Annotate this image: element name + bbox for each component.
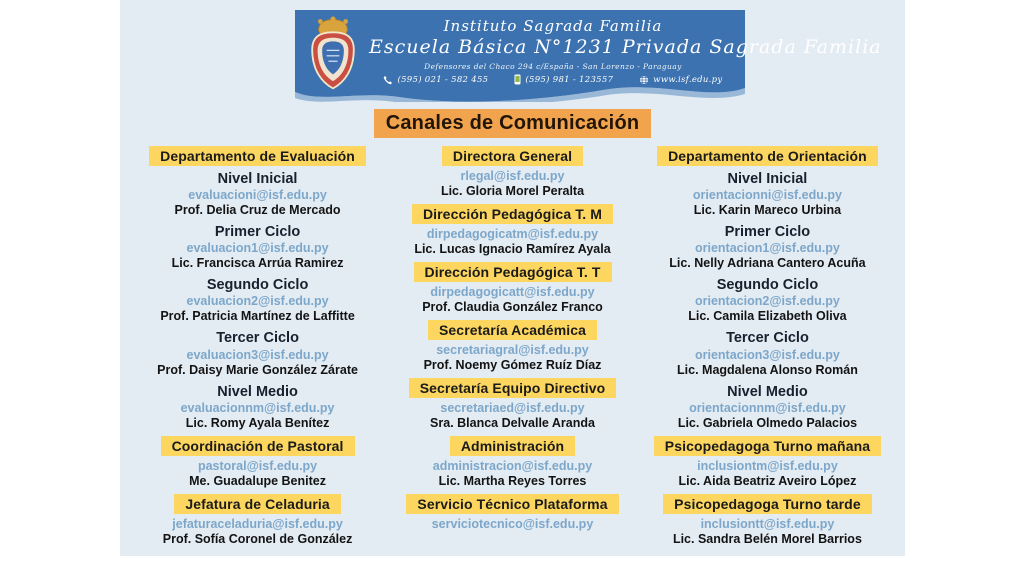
section-orientacion-0 bbox=[642, 146, 893, 431]
section-orientacion-2 bbox=[642, 494, 893, 547]
contact-entry bbox=[642, 459, 893, 489]
contact-entry bbox=[132, 517, 383, 547]
entry-person: Lic. Martha Reyes Torres bbox=[438, 474, 587, 488]
section-direccion-2 bbox=[387, 262, 638, 315]
entry-email-link[interactable]: dirpedagogicatm@isf.edu.py bbox=[426, 227, 599, 241]
entry-email-link[interactable]: evaluacion1@isf.edu.py bbox=[186, 241, 329, 256]
phone-number: (595) 021 - 582 455 bbox=[397, 74, 489, 85]
entry-email-link[interactable]: pastoral@isf.edu.py bbox=[197, 458, 318, 473]
contact-entry bbox=[387, 227, 638, 257]
column-direccion bbox=[387, 146, 638, 552]
entry-email-link[interactable]: orientacionni@isf.edu.py bbox=[692, 188, 842, 203]
mobile-contact bbox=[514, 74, 613, 85]
school-address: Defensores del Chaco 294 c/España - San Lorenzo - Paraguay bbox=[424, 62, 682, 71]
entry-email-link[interactable]: orientacion3@isf.edu.py bbox=[695, 347, 840, 362]
entry-email-link[interactable]: secretariaed@isf.edu.py bbox=[440, 401, 585, 415]
entry-person: Lic. Romy Ayala Benítez bbox=[185, 415, 330, 430]
flyer-canvas bbox=[120, 0, 905, 556]
entry-email-link[interactable]: inclusiontm@isf.edu.py bbox=[697, 458, 838, 473]
section-direccion-0 bbox=[387, 146, 638, 199]
department-heading: Administración bbox=[450, 436, 575, 456]
department-heading: Servicio Técnico Plataforma bbox=[406, 494, 618, 514]
entry-label: Primer Ciclo bbox=[214, 224, 301, 241]
entry-email-link[interactable]: orientacion1@isf.edu.py bbox=[695, 241, 840, 256]
entry-person: Lic. Gabriela Olmedo Palacios bbox=[677, 415, 858, 430]
contact-entry bbox=[387, 459, 638, 489]
school-name: Instituto Sagrada Familia bbox=[443, 17, 663, 35]
entry-label: Nivel Inicial bbox=[727, 171, 808, 187]
department-heading: Secretaría Equipo Directivo bbox=[409, 378, 617, 398]
banner-content bbox=[295, 10, 882, 102]
contact-entry bbox=[132, 383, 383, 431]
contact-row bbox=[369, 74, 737, 85]
department-heading: Dirección Pedagógica T. T bbox=[414, 262, 612, 282]
entry-email-link[interactable]: evaluacion2@isf.edu.py bbox=[186, 294, 329, 309]
entry-person: Prof. Patricia Martínez de Laffitte bbox=[160, 309, 355, 324]
entry-person: Lic. Karin Mareco Urbina bbox=[693, 203, 842, 218]
entry-email-link[interactable]: evaluacionnm@isf.edu.py bbox=[180, 400, 335, 415]
contact-entry bbox=[642, 223, 893, 271]
mobile-number: (595) 981 - 123557 bbox=[525, 74, 614, 85]
entry-label: Segundo Ciclo bbox=[206, 277, 309, 294]
entry-email-link[interactable]: orientacion2@isf.edu.py bbox=[695, 294, 840, 309]
entry-person: Prof. Daisy Marie González Zárate bbox=[157, 362, 358, 377]
entry-person: Prof. Sofía Coronel de González bbox=[162, 531, 353, 546]
entry-person: Lic. Camila Elizabeth Oliva bbox=[688, 309, 847, 324]
entry-person: Lic. Nelly Adriana Cantero Acuña bbox=[669, 256, 866, 271]
website-url[interactable]: www.isf.edu.py bbox=[653, 74, 723, 85]
section-direccion-4 bbox=[387, 378, 638, 431]
department-heading: Psicopedagoga Turno mañana bbox=[654, 436, 881, 456]
column-evaluacion bbox=[132, 146, 383, 552]
entry-label: Nivel Inicial bbox=[217, 171, 298, 187]
entry-label: Tercer Ciclo bbox=[216, 330, 299, 347]
contact-entry bbox=[642, 517, 893, 547]
contact-entry bbox=[387, 169, 638, 199]
section-direccion-5 bbox=[387, 436, 638, 489]
section-direccion-1 bbox=[387, 204, 638, 257]
section-direccion-6 bbox=[387, 494, 638, 532]
entry-label: Primer Ciclo bbox=[724, 224, 811, 241]
entry-email-link[interactable]: evaluacion3@isf.edu.py bbox=[186, 347, 329, 362]
banner-text-block bbox=[369, 17, 882, 85]
page-title: Canales de Comunicación bbox=[374, 109, 652, 138]
entry-label: Nivel Medio bbox=[727, 383, 808, 400]
website-contact bbox=[639, 75, 722, 85]
entry-person: Prof. Claudia González Franco bbox=[422, 300, 603, 314]
department-heading: Dirección Pedagógica T. M bbox=[412, 204, 613, 224]
entry-label: Segundo Ciclo bbox=[716, 277, 819, 294]
entry-label: Nivel Medio bbox=[217, 383, 298, 400]
entry-email-link[interactable]: orientacionnm@isf.edu.py bbox=[689, 400, 846, 415]
entry-person: Lic. Sandra Belén Morel Barrios bbox=[672, 531, 862, 546]
department-heading: Departamento de Evaluación bbox=[149, 146, 366, 166]
contact-columns bbox=[120, 146, 905, 552]
contact-entry bbox=[642, 383, 893, 431]
entry-person: Lic. Lucas Ignacio Ramírez Ayala bbox=[414, 242, 611, 256]
entry-email-link[interactable]: secretariagral@isf.edu.py bbox=[436, 343, 589, 357]
department-heading: Directora General bbox=[442, 146, 583, 166]
section-evaluacion-2 bbox=[132, 494, 383, 547]
entry-label: Tercer Ciclo bbox=[726, 330, 809, 347]
phone-icon bbox=[383, 75, 393, 85]
school-header-banner bbox=[295, 10, 882, 102]
entry-person: Me. Guadalupe Benitez bbox=[189, 473, 326, 488]
globe-icon bbox=[639, 75, 649, 85]
department-heading: Departamento de Orientación bbox=[657, 146, 878, 166]
section-evaluacion-1 bbox=[132, 436, 383, 489]
entry-person: Prof. Delia Cruz de Mercado bbox=[174, 203, 341, 218]
department-heading: Secretaría Académica bbox=[428, 320, 597, 340]
entry-email-link[interactable]: inclusiontt@isf.edu.py bbox=[700, 516, 835, 531]
column-orientacion bbox=[642, 146, 893, 552]
entry-email-link[interactable]: evaluacioni@isf.edu.py bbox=[188, 188, 327, 203]
title-row bbox=[120, 109, 905, 138]
entry-person: Lic. Gloria Morel Peralta bbox=[440, 184, 585, 198]
contact-entry bbox=[387, 517, 638, 532]
school-crest-logo bbox=[305, 16, 361, 92]
entry-email-link[interactable]: administracion@isf.edu.py bbox=[432, 459, 593, 473]
department-heading: Psicopedagoga Turno tarde bbox=[663, 494, 872, 514]
department-heading: Coordinación de Pastoral bbox=[161, 436, 355, 456]
section-direccion-3 bbox=[387, 320, 638, 373]
contact-entry bbox=[642, 170, 893, 218]
entry-email-link[interactable]: serviciotecnico@isf.edu.py bbox=[431, 517, 594, 531]
entry-person: Lic. Francisca Arrúa Ramirez bbox=[171, 256, 344, 271]
contact-entry bbox=[387, 285, 638, 315]
entry-email-link[interactable]: dirpedagogicatt@isf.edu.py bbox=[430, 285, 595, 299]
contact-entry bbox=[132, 170, 383, 218]
entry-person: Lic. Magdalena Alonso Román bbox=[677, 362, 858, 377]
contact-entry bbox=[132, 459, 383, 489]
entry-person: Sra. Blanca Delvalle Aranda bbox=[430, 416, 595, 430]
contact-entry bbox=[642, 276, 893, 324]
contact-entry bbox=[132, 223, 383, 271]
entry-email-link[interactable]: jefaturaceladuria@isf.edu.py bbox=[172, 516, 343, 531]
entry-email-link[interactable]: rlegal@isf.edu.py bbox=[460, 169, 565, 183]
entry-person: Prof. Noemy Gómez Ruíz Díaz bbox=[423, 358, 602, 372]
contact-entry bbox=[387, 401, 638, 431]
department-heading: Jefatura de Celaduria bbox=[174, 494, 341, 514]
mobile-phone-icon bbox=[514, 74, 521, 85]
contact-entry bbox=[387, 343, 638, 373]
contact-entry bbox=[642, 329, 893, 377]
phone-contact bbox=[383, 75, 488, 85]
school-subtitle: Escuela Básica N°1231 Privada Sagrada Familia bbox=[369, 36, 882, 58]
entry-person: Lic. Aida Beatriz Aveiro López bbox=[678, 473, 857, 488]
section-orientacion-1 bbox=[642, 436, 893, 489]
contact-entry bbox=[132, 329, 383, 377]
contact-entry bbox=[132, 276, 383, 324]
section-evaluacion-0 bbox=[132, 146, 383, 431]
